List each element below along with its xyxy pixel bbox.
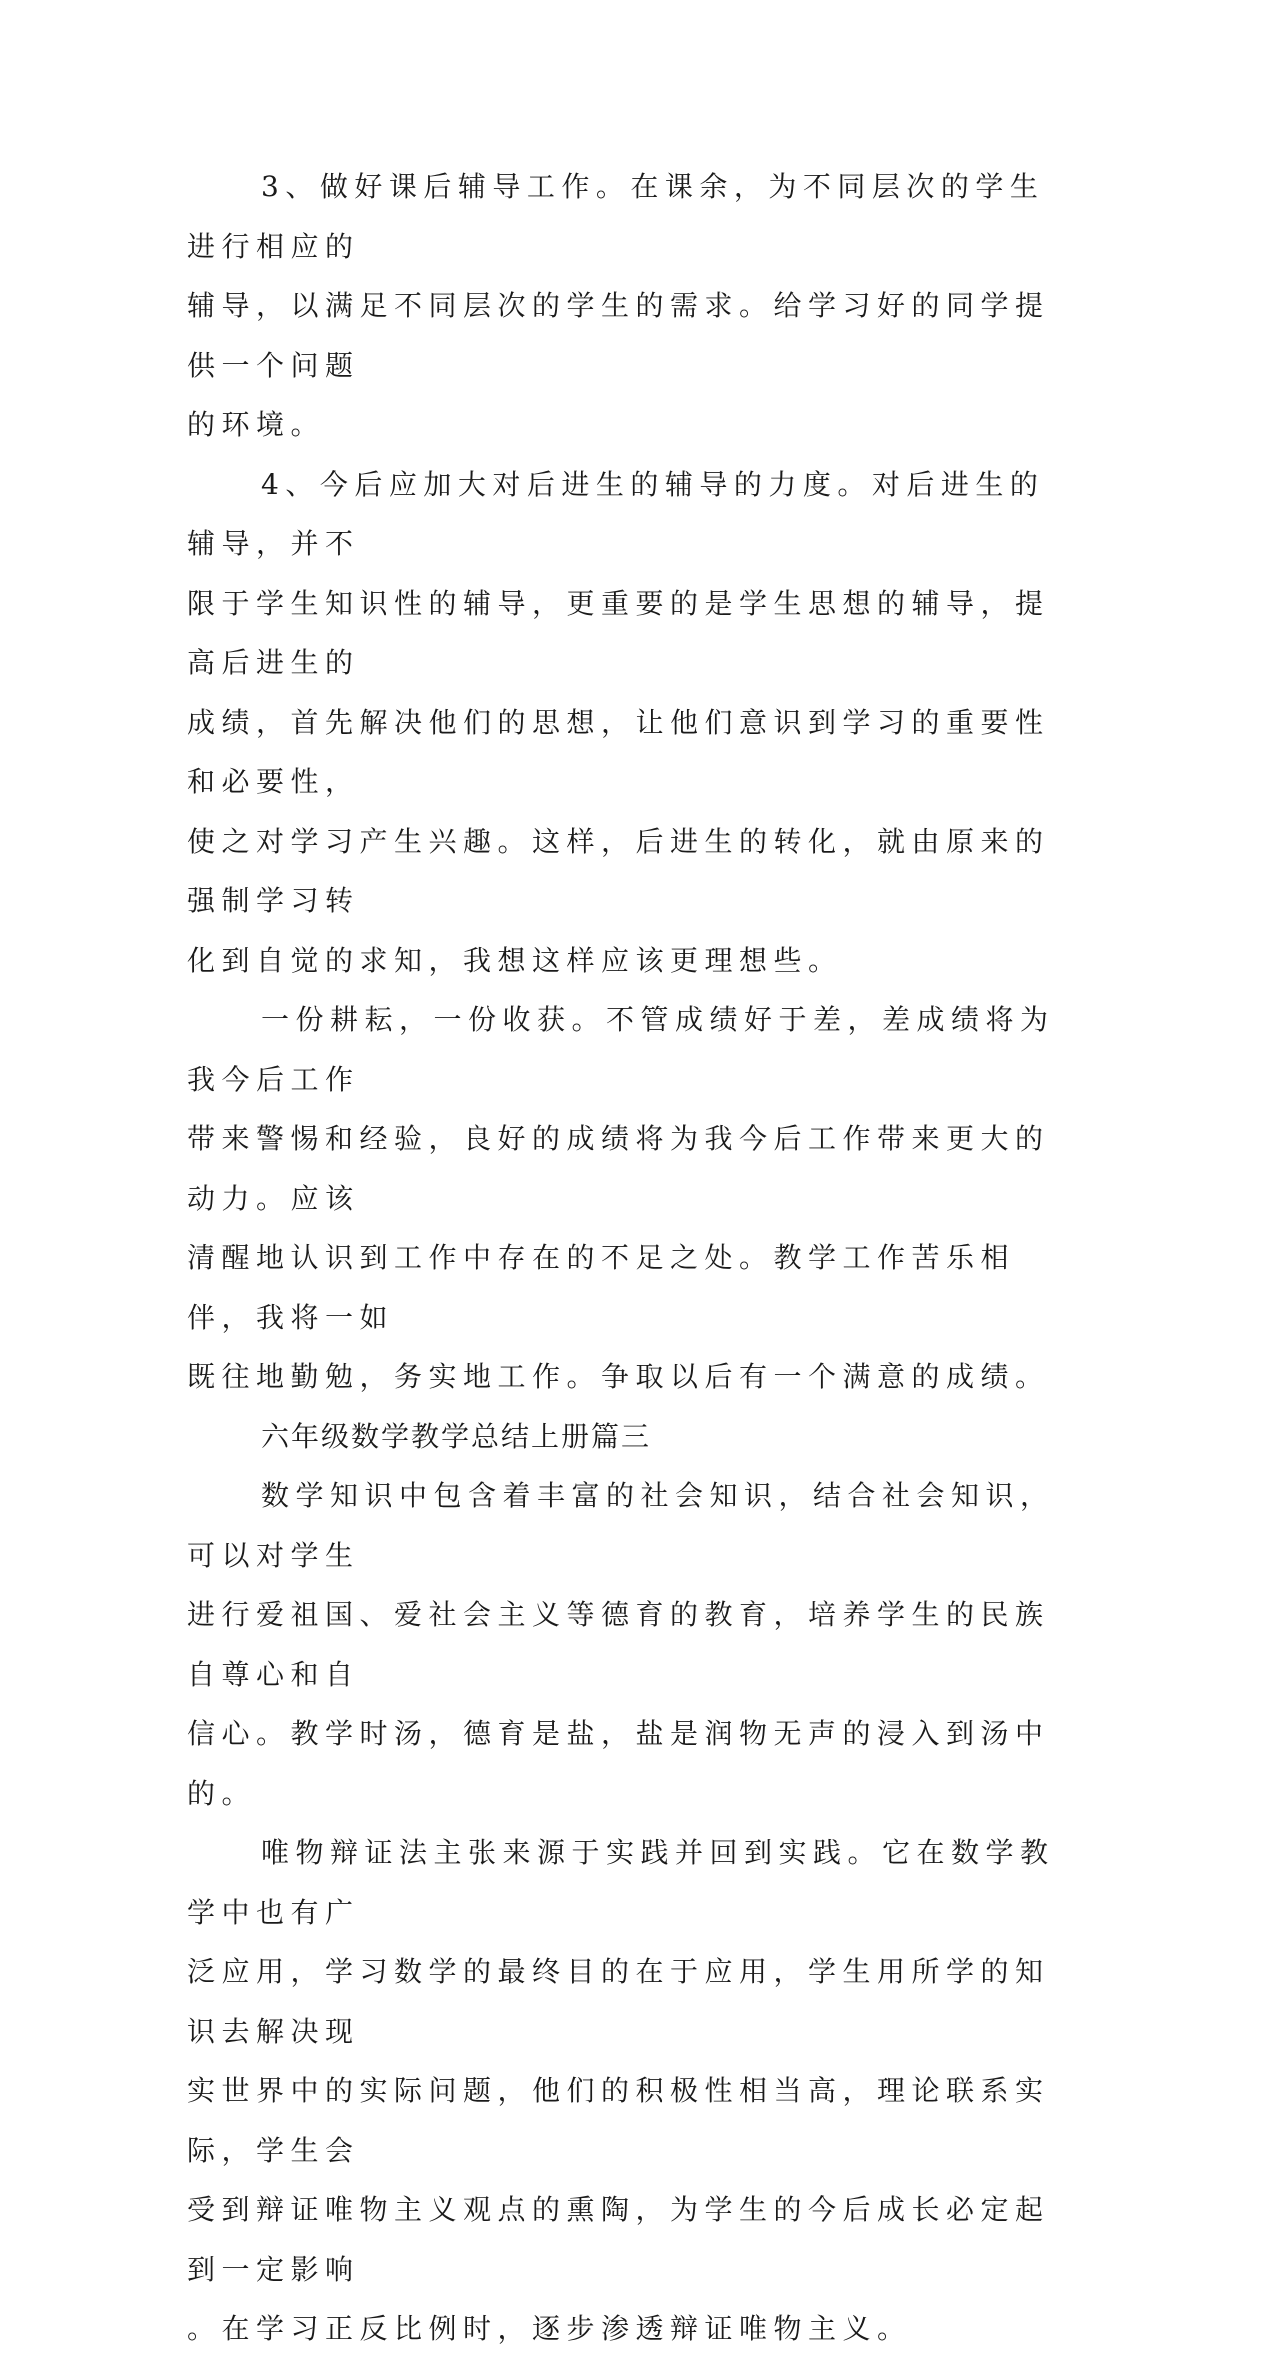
- paragraph-conclusion: 一份耕耘，一份收获。不管成绩好于差，差成绩将为我今后工作 带来警惕和经验，良好的成绩将为我今后工作带来更大的动力。应该 清醒地认识到工作中存在的不足之处。教学工作苦乐相伴，我将一如 既往地勤勉，务实地工作。争取以后有一个满意的成绩。: [187, 1003, 1055, 1393]
- paragraph-tutoring: 3、做好课后辅导工作。在课余，为不同层次的学生进行相应的 辅导，以满足不同层次的学生的需求。给学习好的同学提供一个问题 的环境。: [187, 170, 1050, 441]
- section-heading: 六年级数学教学总结上册篇三: [261, 1419, 652, 1453]
- paragraph-moral-education: 数学知识中包含着丰富的社会知识，结合社会知识，可以对学生 进行爱祖国、爱社会主义等德育的教育，培养学生的民族自尊心和自 信心。教学时汤，德育是盐，盐是润物无声的浸入到汤中的。: [187, 1479, 1055, 1810]
- paragraph-dialectics: 唯物辩证法主张来源于实践并回到实践。它在数学教学中也有广 泛应用，学习数学的最终目的在于应用，学生用所学的知识去解决现 实世界中的实际问题，他们的积极性相当高，理论联系实际，学生会 受到辩证唯物主义观点的熏陶，为学生的今后成长必定起到一定影响 。在学习正反比例时，逐步渗透辩证唯物主义。: [187, 1836, 1055, 2345]
- paragraph-struggling-students: 4、今后应加大对后进生的辅导的力度。对后进生的辅导，并不 限于学生知识性的辅导，更重要的是学生思想的辅导，提高后进生的 成绩，首先解决他们的思想，让他们意识到学习的重要性和必要性， 使之对学习产生兴趣。这样，后进生的转化，就由原来的强制学习转 化到自觉的求知，我想这样应该更理想些。: [187, 467, 1050, 977]
- document-body: [187, 157, 1067, 2359]
